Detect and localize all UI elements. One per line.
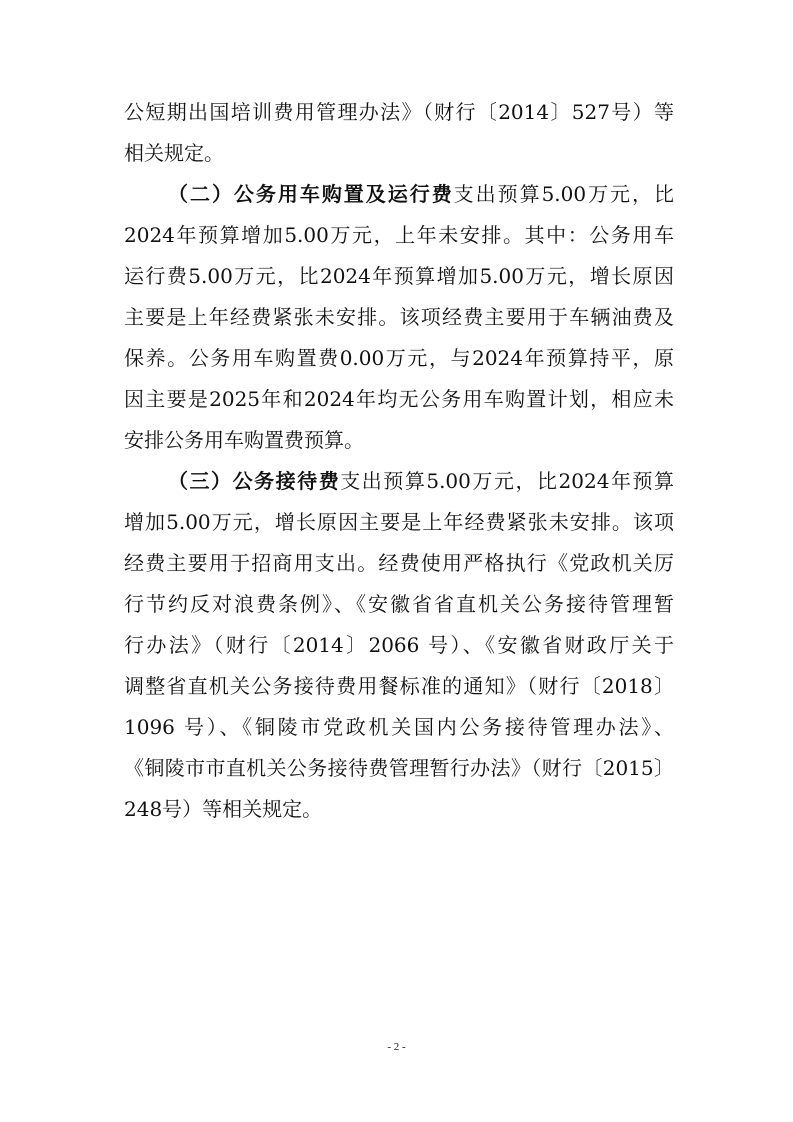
paragraph-3-heading: （三）公务接待费 <box>168 469 341 493</box>
paragraph-2-line-4: 主要是上年经费紧张未安排。该项经费主要用于车辆油费及 <box>124 305 674 329</box>
paragraph-3-line-2: 增加5.00万元，增长原因主要是上年经费紧张未安排。该项 <box>124 510 674 534</box>
paragraph-2-line-6: 因主要是2025年和2024年均无公务用车购置计划，相应未 <box>124 387 674 411</box>
paragraph-2-line-5: 保养。公务用车购置费0.00万元，与2024年预算持平，原 <box>124 346 674 370</box>
paragraph-2-first-line-rest: 支出预算5.00万元，比 <box>453 182 675 206</box>
paragraph-3-line-6: 调整省直机关公务接待费用餐标准的通知》（财行〔2018〕 <box>124 674 674 698</box>
paragraph-3-line-9: 248号）等相关规定。 <box>124 797 323 821</box>
paragraph-2-line-3: 运行费5.00万元，比2024年预算增加5.00万元，增长原因 <box>124 264 674 288</box>
paragraph-2-heading: （二）公务用车购置及运行费 <box>168 182 454 206</box>
paragraph-2-first-line <box>168 180 674 208</box>
paragraph-1-line-2: 相关规定。 <box>124 141 224 165</box>
paragraph-2-line-7: 安排公务用车购置费预算。 <box>124 428 364 452</box>
paragraph-3-line-3: 经费主要用于招商用支出。经费使用严格执行《党政机关厉 <box>124 551 674 575</box>
paragraph-3-line-4: 行节约反对浪费条例》、《安徽省省直机关公务接待管理暂 <box>124 592 674 616</box>
paragraph-3-first-line <box>168 467 674 495</box>
paragraph-3-line-7: 1096 号）、《铜陵市党政机关国内公务接待管理办法》、 <box>124 715 674 739</box>
paragraph-2-line-2: 2024年预算增加5.00万元，上年未安排。其中：公务用车 <box>124 223 674 247</box>
paragraph-3-line-8: 《铜陵市市直机关公务接待费管理暂行办法》（财行〔2015〕 <box>124 756 674 780</box>
page-number: - 2 - <box>387 1041 406 1053</box>
paragraph-3-first-line-rest: 支出预算5.00万元，比2024年预算 <box>340 469 675 493</box>
paragraph-1-line-1: 公短期出国培训费用管理办法》（财行〔2014〕527号）等 <box>124 100 674 124</box>
paragraph-3-line-5: 行办法》（财行〔2014〕2066 号）、《安徽省财政厅关于 <box>124 633 674 657</box>
